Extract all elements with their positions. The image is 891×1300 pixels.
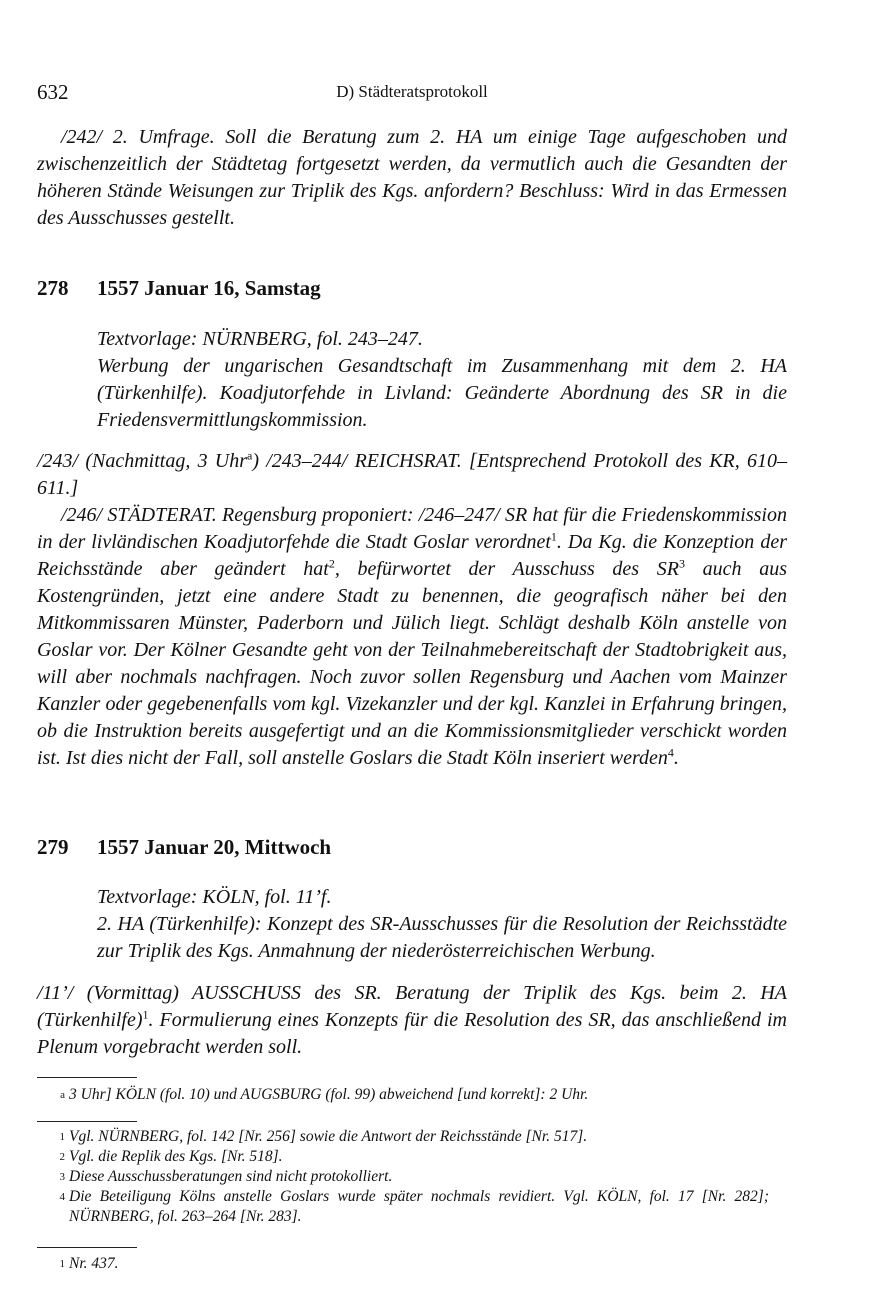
running-head: D) Städteratsprotokoll	[336, 82, 488, 101]
footnote-ref-4: 4	[667, 745, 674, 760]
intro-paragraph	[37, 124, 787, 232]
intro-text: /242/ 2. Umfrage. Soll die Beratung zum 2. HA um einige Tage aufgeschoben und zwischenzeitlich der Städtetag fortgesetzt werden, da vermutlich auch die Gesandten der höheren Stände Weisungen zur Triplik des Kgs. anfordern? Beschluss: Wird in das Ermessen des Ausschusses gestellt.	[37, 126, 787, 229]
entry-279-source: Textvorlage: KÖLN, fol. 11’f.	[97, 886, 332, 908]
footnote-item	[37, 1127, 787, 1147]
entry-278-p2-b: . Da Kg. die Konzeption der Reichsstände aber geändert hat	[37, 531, 787, 580]
footnote-text: Nr. 437.	[69, 1255, 119, 1272]
entry-279-number: 279	[37, 835, 69, 859]
footnote-ref-3: 3	[678, 556, 685, 571]
footnotes-278	[37, 1127, 787, 1227]
footnote-text: Diese Ausschussberatungen sind nicht protokolliert.	[69, 1168, 393, 1185]
entry-278-p2-c: , befürwortet der Ausschuss des SR	[334, 558, 679, 580]
footnote-mark: 1	[59, 1131, 65, 1143]
footnote-mark: 4	[59, 1191, 65, 1203]
page-header	[37, 80, 787, 106]
footnote-mark: 3	[59, 1171, 65, 1183]
entry-278-summary: Werbung der ungarischen Gesandtschaft im Zusammenhang mit dem 2. HA (Türkenhilfe). Koadjutorfehde in Livland: Geänderte Abordnung des SR in die Friedensvermittlungskommission.	[97, 355, 787, 431]
footnote-mark: a	[60, 1089, 65, 1101]
footnote-item	[37, 1147, 787, 1167]
footnote-text: Vgl. die Replik des Kgs. [Nr. 518].	[69, 1148, 283, 1165]
entry-278-paragraph-2	[37, 502, 787, 772]
footnote-text: Vgl. NÜRNBERG, fol. 142 [Nr. 256] sowie die Antwort der Reichsstände [Nr. 517].	[69, 1128, 588, 1145]
footnote-ref-a: a	[247, 448, 253, 463]
entry-278-source: Textvorlage: NÜRNBERG, fol. 243–247.	[97, 328, 423, 350]
entry-279-date: 1557 Januar 20, Mittwoch	[97, 835, 332, 859]
footnote-ref-1: 1	[550, 529, 557, 544]
footnote-text: Die Beteiligung Kölns anstelle Goslars wurde später nochmals revidiert. Vgl. KÖLN, fol. 17 [Nr. 282]; NÜRNBERG, fol. 263–264 [Nr. 283].	[69, 1188, 769, 1225]
entry-279-p1-a: /11’/ (Vormittag) AUSSCHUSS des SR. Beratung der Triplik des Kgs. beim 2. HA (Türkenhilfe)	[37, 982, 787, 1031]
footnote-ref-279-1: 1	[142, 1007, 149, 1022]
footnote-mark: 2	[59, 1151, 65, 1163]
entry-278-p2-d: auch aus Kostengründen, jetzt eine andere Stadt zu benennen, die geografisch näher bei den Mitkommissaren Münster, Paderborn und Jülich liegt. Schlägt deshalb Köln anstelle von Goslar vor. Der Kölner Gesandte geht von der Teilnahmebereitschaft der Stadtobrigkeit aus, will aber nochmals nachfragen. Noch zuvor sollen Regensburg und Aachen vom Mainzer Kanzler oder gegebenenfalls vom kgl. Vizekanzler und der kgl. Kanzlei in Erfahrung bringen, ob die Instruktion bereits ausgefertigt und an die Kommissionsmitglieder verschickt worden ist. Ist dies nicht der Fall, soll anstelle Goslars die Stadt Köln inseriert werden	[37, 558, 787, 769]
entry-279-title	[37, 835, 787, 860]
footnotes-letter	[37, 1085, 787, 1105]
entry-278-p2-a: /246/ STÄDTERAT. Regensburg proponiert: /246–247/ SR hat für die Friedenskommission in der livländischen Koadjutorfehde die Stadt Goslar verordnet	[37, 504, 787, 553]
entry-278-number: 278	[37, 276, 69, 300]
entry-278-p1-a: /243/ (Nachmittag, 3 Uhr	[37, 450, 248, 472]
entry-278-date: 1557 Januar 16, Samstag	[97, 276, 321, 300]
footnote-ref-2: 2	[328, 556, 335, 571]
entry-279-summary: 2. HA (Türkenhilfe): Konzept des SR-Ausschusses für die Resolution der Reichsstädte zur Triplik des Kgs. Anmahnung der niederösterreichischen Werbung.	[97, 913, 787, 962]
entry-278-p1-b: ) /243–244/ REICHSRAT. [Entsprechend Protokoll des KR, 610–611.]	[37, 450, 787, 499]
footnote-rule-2	[37, 1121, 137, 1122]
entry-279-p1-b: . Formulierung eines Konzepts für die Resolution des SR, das anschließend im Plenum vorgebracht werden soll.	[37, 1009, 787, 1058]
entry-278-title	[37, 276, 787, 301]
footnote-item	[37, 1187, 787, 1227]
entry-279-source-block	[97, 884, 787, 965]
footnotes-279	[37, 1254, 787, 1274]
footnote-item	[37, 1085, 787, 1105]
footnote-mark: 1	[59, 1258, 65, 1270]
footnote-item	[37, 1254, 787, 1274]
entry-278-p2-e: .	[673, 747, 679, 769]
footnote-item	[37, 1167, 787, 1187]
page-number: 632	[37, 80, 69, 104]
entry-278-paragraph-1	[37, 448, 787, 502]
footnote-rule-3	[37, 1247, 137, 1248]
entry-279-paragraph-1	[37, 980, 787, 1061]
entry-278-source-block	[97, 326, 787, 434]
footnote-rule-1	[37, 1077, 137, 1078]
footnote-text: 3 Uhr] KÖLN (fol. 10) und AUGSBURG (fol. 99) abweichend [und korrekt]: 2 Uhr.	[69, 1086, 589, 1103]
